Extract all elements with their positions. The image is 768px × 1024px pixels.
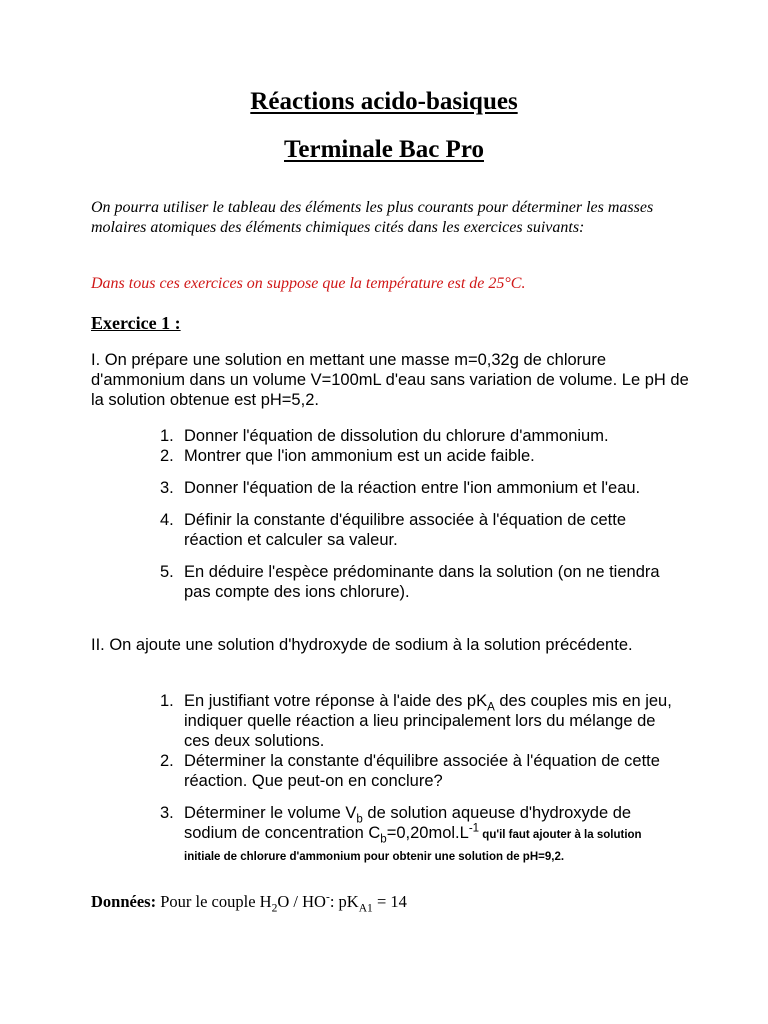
- list-item: 3. Donner l'équation de la réaction entre l'ion ammonium et l'eau.: [160, 479, 641, 497]
- list-item: 4. Définir la constante d'équilibre associée à l'équation de cette réaction et calculer sa valeur.: [160, 511, 626, 549]
- data-note: Données: Pour le couple $H_2O / HO^-$: $pK_{A1} = 14$: [91, 891, 407, 915]
- page-title: Réactions acido-basiques: [250, 88, 518, 115]
- list-item: 1. En justifiant votre réponse à l'aide des $pK_A$ des couples mis en jeu, indiquer quelle réaction a lieu principalement lors du mélange de ces deux solutions.: [160, 692, 672, 750]
- list-item: 2. Montrer que l'ion ammonium est un acide faible.: [160, 447, 535, 465]
- page-subtitle: Terminale Bac Pro: [284, 136, 484, 163]
- part1-question-list: [160, 426, 680, 602]
- part2-question-list: [160, 691, 680, 867]
- list-item: 2. Déterminer la constante d'équilibre associée à l'équation de cette réaction. Que peut-on en conclure?: [160, 752, 660, 790]
- list-item: 5. En déduire l'espèce prédominante dans la solution (on ne tiendra pas compte des ions chlorure).: [160, 563, 660, 601]
- list-item: 1. Donner l'équation de dissolution du chlorure d'ammonium.: [160, 427, 609, 445]
- part1-statement: I. On prépare une solution en mettant une masse m=0,32g de chlorure d'ammonium dans un volume V=100mL d'eau sans variation de volume. Le pH de la solution obtenue est pH=5,2.: [91, 351, 689, 409]
- temperature-note: Dans tous ces exercices on suppose que la température est de 25°C.: [91, 275, 526, 292]
- part2-statement: II. On ajoute une solution d'hydroxyde de sodium à la solution précédente.: [91, 636, 633, 654]
- intro-paragraph: On pourra utiliser le tableau des éléments les plus courants pour déterminer les masses molaires atomiques des éléments chimiques cités dans les exercices suivants:: [91, 199, 654, 236]
- exercise-heading: Exercice 1 :: [91, 313, 181, 333]
- list-item: 3. Déterminer le volume $V_b$ de solution aqueuse d'hydroxyde de sodium de concentration $C_b=0,20mol.L^{-1}$ qu'il faut ajouter à la solution initiale de chlorure d'ammonium pour obtenir une solution de pH=9,2.: [160, 804, 642, 863]
